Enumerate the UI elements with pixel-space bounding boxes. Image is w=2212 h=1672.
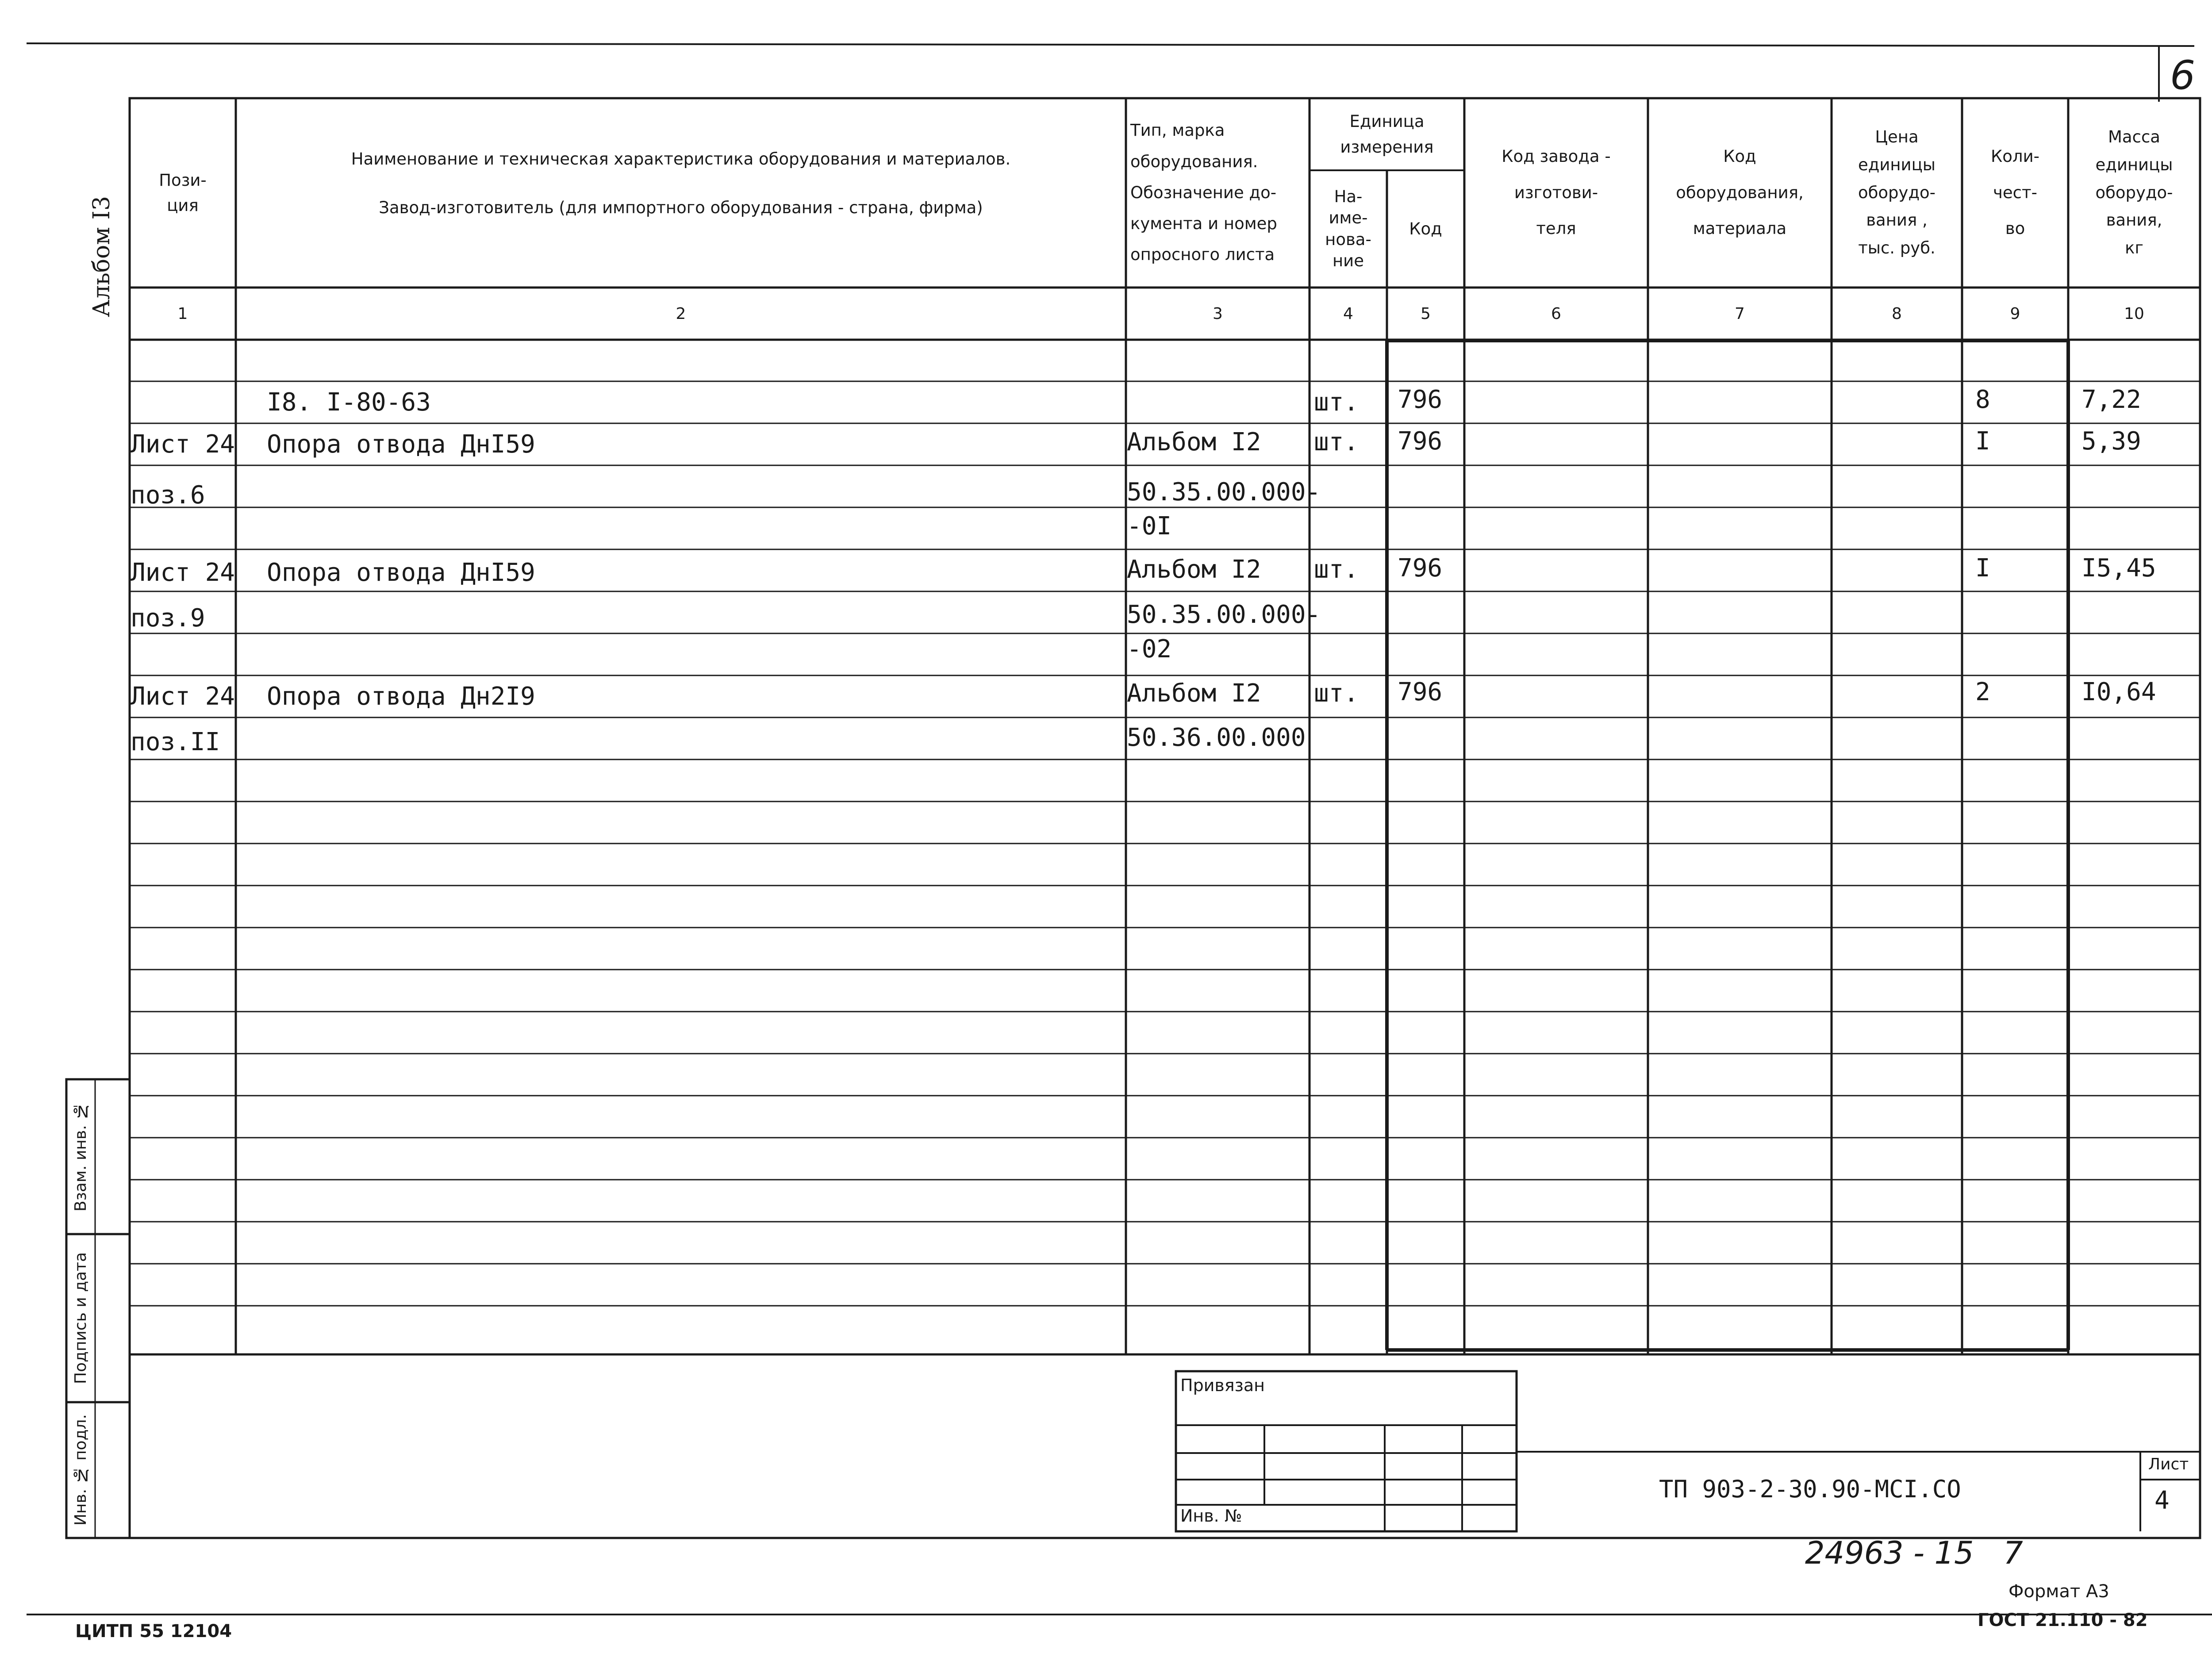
row-code: 796 [1398, 385, 1443, 414]
header-factory-code: Код завода - изготови- теля [1502, 147, 1611, 238]
column-number: 4 [1343, 304, 1353, 323]
gost-label: ГОСТ 21.110 - 82 [1978, 1610, 2148, 1630]
row-unit: шт. [1314, 388, 1359, 417]
row-mass: 7,22 [2081, 385, 2141, 414]
header-price: Цена единицы оборудо- вания , тыс. руб. [1858, 127, 1936, 258]
header-type: Тип, марка оборудования. Обозначение до- кумента и номер опросного листа [1130, 121, 1277, 265]
album-label: Альбом I3 [88, 196, 115, 317]
row-name: Опора отвода ДнI59 [267, 430, 535, 459]
sheet-label: Лист [2148, 1455, 2189, 1473]
row-mass: I0,64 [2081, 678, 2156, 706]
column-number: 5 [1421, 304, 1431, 323]
column-number: 10 [2124, 304, 2144, 323]
row-quantity: 8 [1975, 385, 1990, 414]
row-mass: 5,39 [2081, 427, 2141, 456]
header-quantity: Коли- чест- во [1991, 147, 2039, 238]
row-code: 796 [1398, 427, 1443, 456]
replacement-inventory-label: Взам. инв. № [72, 1102, 90, 1212]
header-name-line2: Завод-изготовитель (для импортного оборудования - страна, фирма) [379, 198, 983, 218]
column-number: 1 [177, 304, 188, 323]
row-quantity: 2 [1975, 678, 1990, 706]
row-position: поз.6 [131, 481, 205, 510]
header-name-line1: Наименование и техническая характеристика оборудования и материалов. [351, 150, 1011, 169]
row-position: Лист 24 [131, 430, 235, 459]
row-type: Альбом I2 [1127, 555, 1261, 584]
column-number: 6 [1551, 304, 1561, 323]
row-quantity: I [1975, 554, 1990, 583]
row-type: 50.35.00.000- [1127, 600, 1321, 629]
format-label: Формат А3 [2008, 1581, 2109, 1602]
page-number: 6 [2170, 52, 2196, 99]
row-code: 796 [1398, 554, 1443, 583]
header-equipment-code: Код оборудования, материала [1676, 147, 1804, 238]
row-position: поз.9 [131, 604, 205, 633]
row-type: 50.35.00.000- [1127, 478, 1321, 506]
sheet-number: 4 [2154, 1486, 2170, 1515]
row-position: Лист 24 [131, 558, 235, 587]
column-number: 9 [2010, 304, 2020, 323]
row-position: поз.II [131, 728, 220, 756]
handwritten-inventory-number: 24963 - 15 7 [1805, 1535, 2023, 1571]
row-position: Лист 24 [131, 682, 235, 711]
row-mass: I5,45 [2081, 554, 2156, 583]
row-name: I8. I-80-63 [267, 388, 431, 417]
column-number: 8 [1892, 304, 1902, 323]
row-unit: шт. [1314, 679, 1359, 708]
row-type: 50.36.00.000 [1127, 723, 1306, 752]
attached-label: Привязан [1180, 1376, 1265, 1395]
row-type: Альбом I2 [1127, 679, 1261, 708]
column-number: 2 [676, 304, 686, 323]
header-unit: Единица измерения [1340, 112, 1434, 157]
inventory-number-label: Инв. № [1180, 1506, 1242, 1526]
header-mass: Масса единицы оборудо- вания, кг [2095, 127, 2173, 258]
row-name: Опора отвода Дн2I9 [267, 682, 535, 711]
row-unit: шт. [1314, 428, 1359, 456]
row-type: Альбом I2 [1127, 428, 1261, 456]
signature-date-label: Подпись и дата [72, 1252, 90, 1384]
row-quantity: I [1975, 427, 1990, 456]
row-type: -02 [1127, 635, 1172, 663]
original-inventory-label: Инв. № подл. [72, 1414, 90, 1526]
header-position: Пози- ция [159, 170, 207, 215]
row-type: -0I [1127, 512, 1172, 541]
printer-label: ЦИТП 55 12104 [75, 1621, 232, 1641]
column-number: 3 [1213, 304, 1223, 323]
row-code: 796 [1398, 678, 1443, 706]
header-unit-code: Код [1409, 219, 1442, 238]
row-unit: шт. [1314, 555, 1359, 584]
column-number: 7 [1735, 304, 1745, 323]
document-designation: ТП 903-2-30.90-МСI.СО [1659, 1475, 1961, 1503]
header-unit-name: На- име- нова- ние [1325, 187, 1371, 270]
row-name: Опора отвода ДнI59 [267, 558, 535, 587]
